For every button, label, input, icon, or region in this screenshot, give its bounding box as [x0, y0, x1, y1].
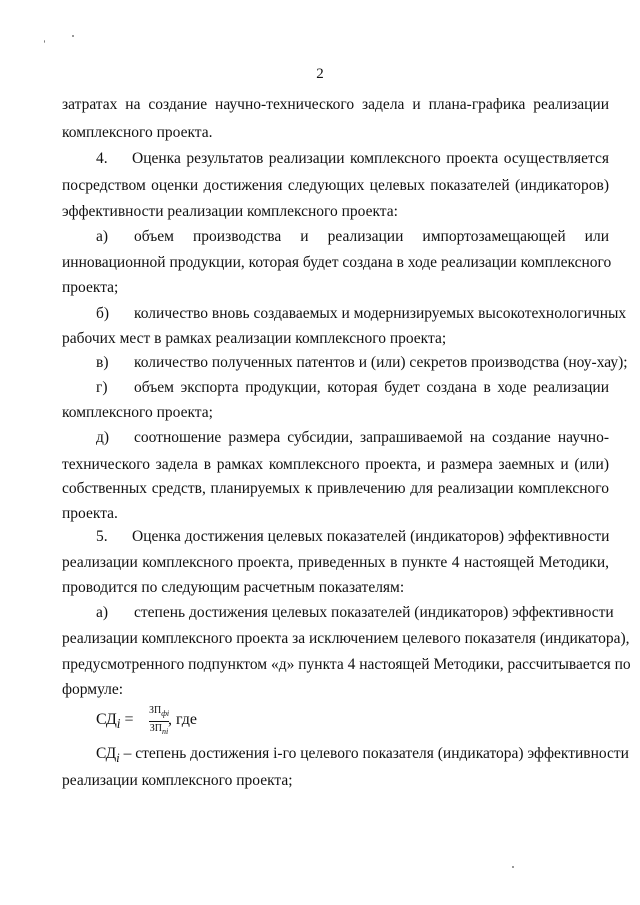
scan-speck: [44, 40, 45, 43]
text-line: эффективности реализации комплексного проекта:: [62, 203, 398, 220]
text-run: объем экспорта продукции, которая будет создана в ходе реализации: [134, 379, 609, 396]
list-item-a: [96, 227, 609, 247]
text-run: степень достижения целевых показателей (индикаторов) эффективности: [134, 604, 614, 621]
list-item-a-2: [96, 603, 614, 623]
list-item-v: [96, 353, 628, 373]
formula-equals: =: [120, 711, 134, 728]
text-line: формуле:: [62, 681, 124, 698]
text-line: комплексного проекта.: [62, 124, 213, 141]
text-run: количество полученных патентов и (или) секретов производства (ноу-хау);: [134, 354, 628, 371]
text-line: посредством оценки достижения следующих целевых показателей (индикаторов): [62, 177, 609, 194]
text-line: технического задела в рамках комплексного проекта, и размера заемных и (или): [62, 456, 609, 473]
text-line: затратах на создание научно-технического задела и плана-графика реализации: [62, 96, 609, 113]
list-item-d: [96, 428, 609, 448]
text-line: реализации комплексного проекта;: [62, 772, 293, 789]
definition-line: [96, 744, 629, 768]
list-item-b: [96, 304, 627, 324]
definition-subscript: i: [116, 750, 120, 766]
text-line: предусмотренного подпунктом «д» пункта 4 настоящей Методики, рассчитывается по: [62, 656, 631, 673]
text-run: Оценка результатов реализации комплексного проекта осуществляется: [132, 150, 609, 167]
text-line: реализации комплексного проекта, приведенных в пункте 4 настоящей Методики,: [62, 554, 609, 571]
text-line: проекта;: [62, 279, 119, 296]
list-marker: в): [96, 354, 109, 371]
text-line: рабочих мест в рамках реализации комплексного проекта;: [62, 330, 447, 347]
paragraph-5-first-line: [96, 527, 609, 547]
text-run: объем производства и реализации импортозамещающей или: [134, 228, 609, 245]
formula-where: , где: [168, 711, 198, 728]
page-number: 2: [316, 66, 324, 82]
formula-numerator: $ЗП_{фi}$: [149, 704, 169, 722]
text-line: инновационной продукции, которая будет создана в ходе реализации комплексного: [62, 254, 612, 271]
formula-subscript: i: [116, 716, 121, 732]
list-marker: а): [96, 228, 109, 245]
formula-fraction: [149, 704, 169, 738]
text-line: собственных средств, планируемых к привлечению для реализации комплексного: [62, 480, 609, 497]
paragraph-number: 4.: [96, 150, 108, 167]
list-item-g: [96, 378, 609, 398]
list-marker: а): [96, 604, 109, 621]
paragraph-number: 5.: [96, 528, 108, 545]
text-line: проекта.: [62, 505, 118, 522]
list-marker: д): [96, 429, 110, 446]
scan-speck: [72, 35, 74, 37]
text-run: Оценка достижения целевых показателей (индикаторов) эффективности: [132, 528, 610, 545]
scan-speck: [512, 866, 514, 868]
list-marker: б): [96, 305, 110, 322]
text-run: соотношение размера субсидии, запрашиваемой на создание научно-: [134, 429, 609, 446]
text-run: – степень достижения i-го целевого показателя (индикатора) эффективности: [119, 745, 629, 762]
formula-lhs: [96, 711, 134, 732]
list-marker: г): [96, 379, 108, 396]
formula-denominator: $ЗП_{пi}$: [149, 723, 169, 736]
paragraph-4-first-line: [96, 149, 609, 169]
text-line: комплексного проекта;: [62, 404, 213, 421]
formula-symbol: СД: [96, 711, 117, 728]
text-run: количество вновь создаваемых и модернизируемых высокотехнологичных: [134, 305, 627, 322]
text-line: проводится по следующим расчетным показателям:: [62, 579, 405, 596]
definition-symbol: СД: [96, 745, 117, 762]
text-line: реализации комплексного проекта за исключением целевого показателя (индикатора),: [62, 630, 630, 647]
